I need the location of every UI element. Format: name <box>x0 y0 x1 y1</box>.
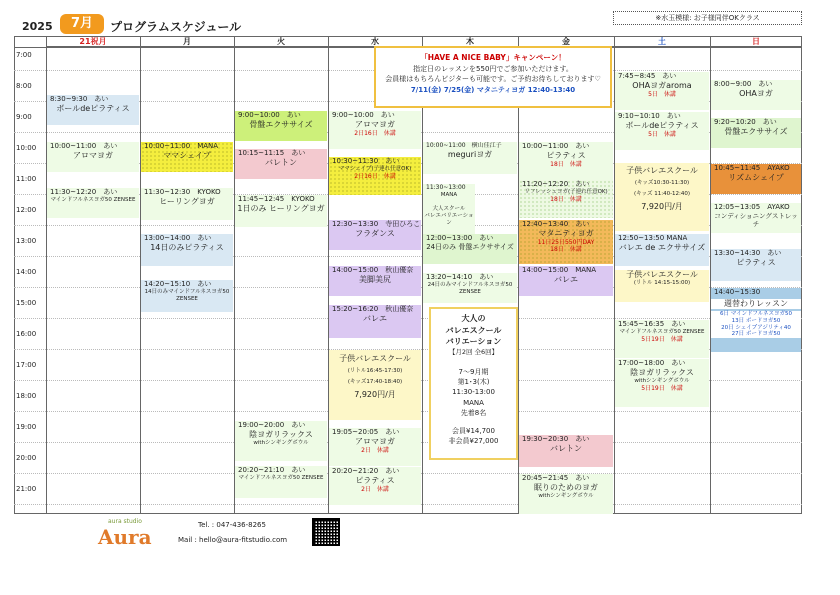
class-block[interactable]: 17:00~18:00 あい 陰ヨガリラックス withシンギングボウル 5日19日 休講 <box>615 359 709 407</box>
time-label: 17:00 <box>16 361 37 369</box>
phone: Tel. : 047-436-8265 <box>198 521 266 529</box>
class-block[interactable]: 19:05~20:05 あい アロマヨガ 2日 休講 <box>329 428 421 466</box>
class-block[interactable]: 12:05~13:05 AYAKO コンディショニングストレッチ <box>711 203 801 233</box>
class-block[interactable]: 15:45~16:35 あい マインドフルネスヨガ50 ZENSEE 5日19日 休講 <box>615 320 709 358</box>
class-block[interactable]: 12:40~13:40 あい マタニティヨガ 11日25日550円DAY 18日 休講 <box>519 220 613 264</box>
class-block[interactable]: 14:20~15:10 あい 14日のみマインドフルネスヨガ50 ZENSEE <box>141 280 233 312</box>
class-block[interactable]: 19:30~20:30 あい バレトン <box>519 435 613 467</box>
class-block[interactable]: 子供バレエスクール (リトル 14:15-15:00) <box>615 270 709 302</box>
day-saturday: 土 <box>614 36 710 47</box>
class-block[interactable]: 14:00~15:00 秋山優奈 美脚美尻 <box>329 266 421 296</box>
class-block[interactable]: 12:00~13:00 あい 24日のみ 骨盤エクササイズ <box>423 234 517 264</box>
class-block[interactable]: 19:00~20:00 あい 陰ヨガリラックス withシンギングボウル <box>235 421 327 461</box>
time-label: 20:00 <box>16 454 37 462</box>
day-tuesday: 火 <box>234 36 328 47</box>
day-wednesday: 水 <box>328 36 422 47</box>
class-block[interactable]: 9:00~10:00 あい アロマヨガ 2日16日 休講 <box>329 111 421 149</box>
class-block[interactable]: 7:45~8:45 あい OHAヨガaroma 5日 休講 <box>615 72 709 110</box>
class-block[interactable]: 子供バレエスクール (キッズ10:30-11:30) (キッズ 11:40-12:40) 7,920円/月 <box>615 163 709 231</box>
time-label: 10:00 <box>16 144 37 152</box>
class-block[interactable]: 11:30~13:00 MANA 大人スクール バレエバリエーション <box>423 184 475 234</box>
class-block[interactable]: 9:20~10:20 あい 骨盤エクササイズ <box>711 118 801 148</box>
class-block[interactable]: 14:00~15:00 MANA バレエ <box>519 266 613 296</box>
year: 2025 <box>22 20 53 33</box>
time-label: 13:00 <box>16 237 37 245</box>
day-monday: 月 <box>140 36 234 47</box>
day-sunday: 日 <box>710 36 802 47</box>
class-block[interactable]: 11:30~12:30 KYOKO ヒーリングヨガ <box>141 188 233 220</box>
class-block[interactable]: 10:00~11:00 横山佳江子 meguriヨガ <box>423 142 517 174</box>
class-block[interactable]: 11:20~12:20 あい リフレッシュヨガ(子連れ任意OK) 18日 休講 <box>519 180 613 218</box>
class-block[interactable]: 11:30~12:20 あい マインドフルネスヨガ50 ZENSEE <box>47 188 139 218</box>
campaign-line: 指定日のレッスンを550円でご参加いただけます。 <box>413 64 573 73</box>
page-title: プログラムスケジュール <box>110 20 242 34</box>
class-block[interactable]: 10:00~11:00 MANA ママシェイプ <box>141 142 233 172</box>
class-block[interactable]: 10:00~11:00 あい ピラティス 18日 休講 <box>519 142 613 180</box>
month-badge: 7月 <box>60 14 104 34</box>
time-label: 11:00 <box>16 175 37 183</box>
time-label: 12:00 <box>16 206 37 214</box>
class-block[interactable]: 8:00~9:00 あい OHAヨガ <box>711 80 801 110</box>
class-block[interactable]: 15:20~16:20 秋山優奈 バレエ <box>329 305 421 338</box>
time-label: 21:00 <box>16 485 37 493</box>
time-label: 7:00 <box>16 51 32 59</box>
class-block[interactable]: 10:00~11:00 あい アロマヨガ <box>47 142 139 172</box>
time-label: 19:00 <box>16 423 37 431</box>
time-label: 15:00 <box>16 299 37 307</box>
class-block[interactable]: 10:15~11:15 あい バレトン <box>235 149 327 179</box>
campaign-dates: 7/11(金) 7/25(金) マタニティヨガ 12:40-13:40 <box>410 86 576 95</box>
day-friday: 金 <box>518 36 614 47</box>
time-label: 9:00 <box>16 113 32 121</box>
legend-note: ※水玉模様: お子様同伴OKクラス <box>613 11 802 25</box>
class-block[interactable]: 10:30~11:30 あい ママシェイプ(子連れ任意OK) 2日16日 休講 <box>329 157 421 195</box>
day-thursday: 木 <box>422 36 518 47</box>
day-monday-holiday: 21祝月 <box>46 36 140 47</box>
time-label: 8:00 <box>16 82 32 90</box>
campaign-line: 会員様はもちろんビジターも可能です。ご予約お待ちしております♡ <box>385 75 601 84</box>
class-block[interactable]: 13:00~14:00 あい 14日のみピラティス <box>141 234 233 266</box>
ballet-variation-box: 大人の バレエスクール バリエーション 【月2回 全6回】 7～9月期 第1･3(木) 11:30-13:00 MANA 先着8名 会員¥14,700 非会員¥27,000 <box>429 307 518 460</box>
time-label: 14:00 <box>16 268 37 276</box>
class-block[interactable]: 9:10~10:10 あい ボールdeピラティス 5日 休講 <box>615 112 709 150</box>
time-label: 16:00 <box>16 330 37 338</box>
class-block[interactable]: 12:50~13:50 MANA バレエ de エクササイズ <box>615 234 709 266</box>
qr-code-icon[interactable] <box>312 518 340 546</box>
class-block[interactable]: 子供バレエスクール (リトル16:45-17:30) (キッズ17:40-18:40) 7,920円/月 <box>329 350 421 420</box>
class-block[interactable]: 9:00~10:00 あい 骨盤エクササイズ <box>235 111 327 141</box>
class-block[interactable]: 12:30~13:30 寺田ひろこ フラダンス <box>329 220 421 250</box>
class-block[interactable]: 13:30~14:30 あい ピラティス <box>711 249 801 281</box>
campaign-title: 「HAVE A NICE BABY」キャンペーン！ <box>420 53 566 62</box>
class-block[interactable]: 20:20~21:20 あい ピラティス 2日 休講 <box>329 467 421 505</box>
class-block[interactable]: 20:20~21:10 あい マインドフルネスヨガ50 ZENSEE <box>235 466 327 498</box>
campaign-box <box>374 46 612 108</box>
class-block[interactable]: 8:30~9:30 あい ボールdeピラティス <box>47 95 139 125</box>
class-block[interactable]: 10:45~11:45 AYAKO リズムシェイプ <box>711 164 801 194</box>
time-label: 18:00 <box>16 392 37 400</box>
email: Mail : hello@aura-fitstudio.com <box>178 536 288 544</box>
class-block[interactable]: 13:20~14:10 あい 24日のみマインドフルネスヨガ50 ZENSEE <box>423 273 517 303</box>
logo: Aura <box>98 525 152 549</box>
logo-sub: aura studio <box>108 518 142 525</box>
class-block[interactable]: 14:40~15:30 週替わりレッスン 6日 マインドフルネスヨガ50 13日 ボードヨガ50 20日 シェイプアジリティ40 27日 ボードヨガ50 <box>711 288 801 352</box>
class-block[interactable]: 11:45~12:45 KYOKO 1日のみ ヒーリングヨガ <box>235 195 327 227</box>
class-block[interactable]: 20:45~21:45 あい 眠りのためのヨガ withシンギングボウル <box>519 474 613 514</box>
